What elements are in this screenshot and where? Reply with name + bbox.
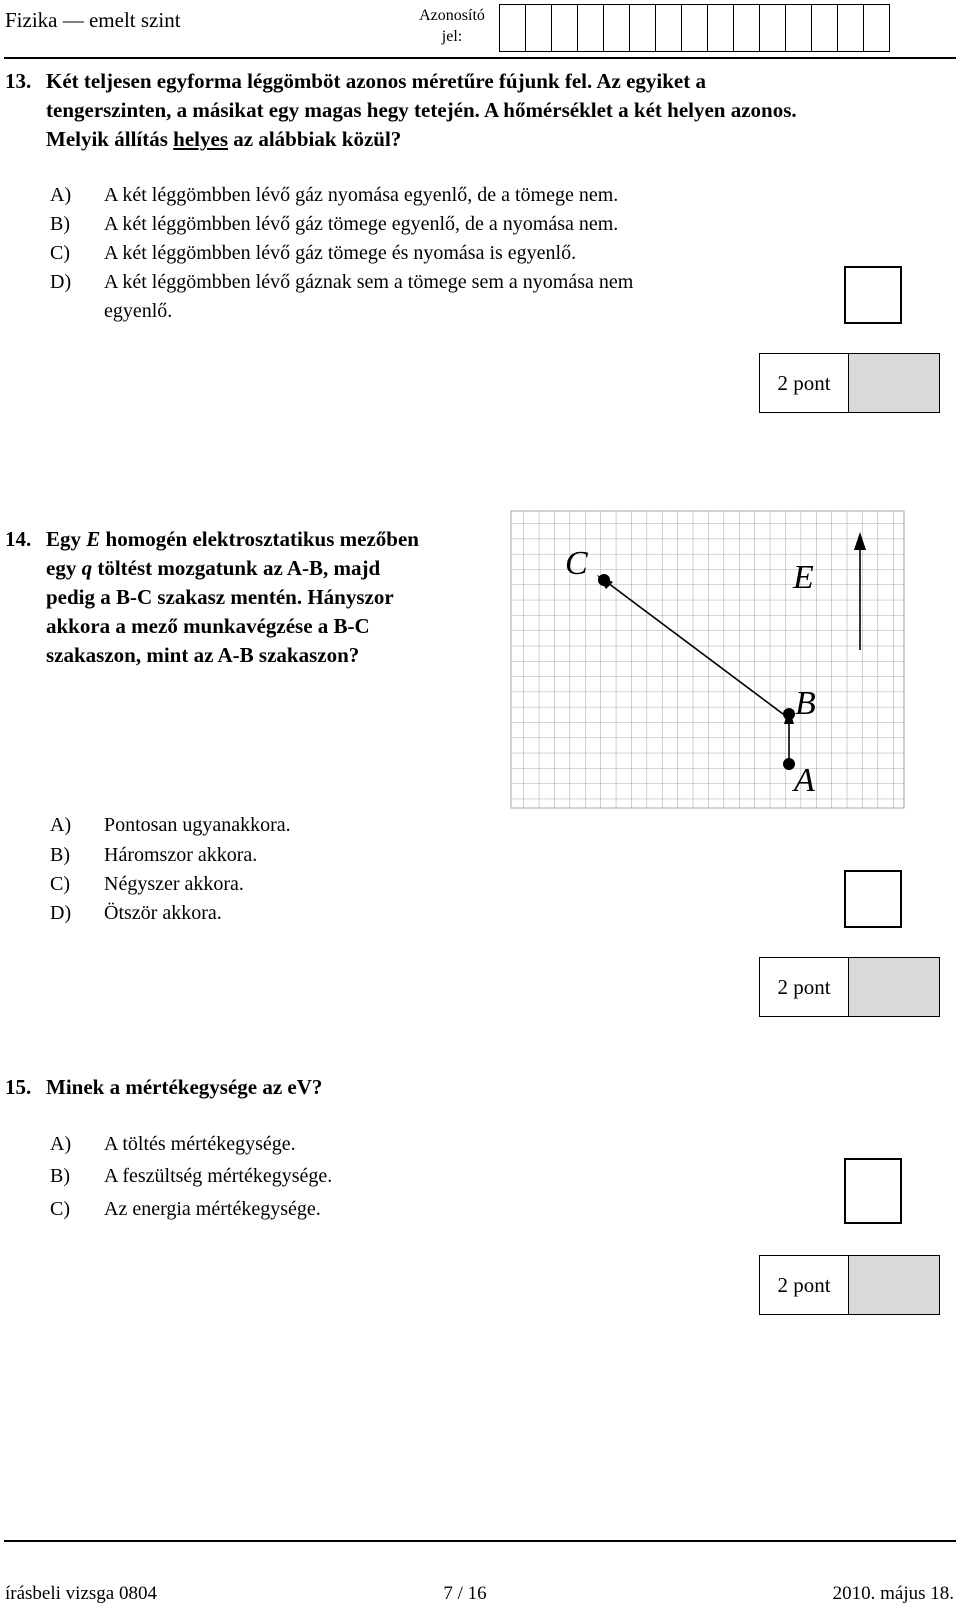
text-part: Egy: [46, 527, 87, 551]
q14-line1: [46, 524, 419, 555]
q14-answer-box[interactable]: [844, 870, 902, 928]
q13-line3-post: az alábbiak közül?: [228, 127, 402, 151]
option-letter: A): [50, 814, 72, 836]
option-text: Az energia mértékegysége.: [104, 1198, 321, 1220]
points-label: 2 pont: [760, 1256, 849, 1314]
id-box[interactable]: [786, 5, 812, 51]
q13-line1: Két teljesen egyforma léggömböt azonos méretűre fújunk fel. Az egyiket a: [46, 69, 706, 93]
id-box[interactable]: [656, 5, 682, 51]
id-label-line1: Azonosító: [419, 7, 485, 24]
q13-line2: tengerszinten, a másikat egy magas hegy tetején. A hőmérséklet a két helyen azonos.: [46, 98, 797, 122]
q14-option-d: [50, 898, 470, 928]
q15-option-b: [50, 1161, 650, 1191]
q15-number: 15.: [5, 1075, 32, 1099]
option-letter: C): [50, 242, 70, 264]
score-cell[interactable]: [849, 354, 939, 412]
score-cell[interactable]: [849, 958, 939, 1016]
id-label: [410, 5, 494, 47]
option-text: A két léggömbben lévő gáz tömege és nyomása is egyenlő.: [104, 242, 577, 264]
option-letter: C): [50, 873, 70, 895]
option-text: A töltés mértékegysége.: [104, 1133, 296, 1155]
option-text: A két léggömbben lévő gáz nyomása egyenlő, de a tömege nem.: [104, 184, 619, 206]
footer-exam-code: írásbeli vizsga 0804: [5, 1583, 157, 1604]
q14-line3: pedig a B-C szakasz mentén. Hányszor: [46, 585, 394, 609]
option-text: A feszültség mértékegysége.: [104, 1165, 333, 1187]
option-letter: D): [50, 902, 72, 924]
id-box[interactable]: [812, 5, 838, 51]
option-text: Négyszer akkora.: [104, 873, 244, 895]
q13-answer-box[interactable]: [844, 266, 902, 324]
option-letter: D): [50, 271, 72, 293]
option-letter: A): [50, 1133, 72, 1155]
label-c: C: [565, 545, 588, 582]
option-letter: B): [50, 1165, 70, 1187]
id-box[interactable]: [734, 5, 760, 51]
q13-line3: [46, 124, 401, 155]
q13-option-c: [50, 238, 770, 268]
id-box[interactable]: [864, 5, 890, 51]
q13-points-box: [759, 353, 940, 413]
q15-option-a: [50, 1129, 650, 1159]
q14-option-a: [50, 810, 470, 840]
id-box[interactable]: [552, 5, 578, 51]
id-box[interactable]: [708, 5, 734, 51]
label-a: A: [794, 762, 815, 799]
q13-line3-pre: Melyik állítás: [46, 127, 174, 151]
point-b: [783, 708, 795, 720]
id-box[interactable]: [604, 5, 630, 51]
id-box[interactable]: [526, 5, 552, 51]
footer-date: 2010. május 18.: [832, 1583, 954, 1604]
option-text: Pontosan ugyanakkora.: [104, 814, 291, 836]
option-letter: B): [50, 213, 70, 235]
q15-answer-box[interactable]: [844, 1158, 902, 1224]
q15-option-c: [50, 1194, 650, 1224]
option-letter: A): [50, 184, 72, 206]
score-cell[interactable]: [849, 1256, 939, 1314]
q14-option-c: [50, 869, 470, 899]
option-text: Ötször akkora.: [104, 902, 222, 924]
id-box[interactable]: [682, 5, 708, 51]
footer-page-number: 7 / 16: [443, 1583, 487, 1604]
text-part: töltést mozgatunk az A-B, majd: [92, 556, 381, 580]
q14-line5: szakaszon, mint az A-B szakaszon?: [46, 643, 360, 667]
id-entry-boxes[interactable]: [499, 4, 890, 52]
footer-divider: [4, 1540, 956, 1542]
exam-subject-title: Fizika — emelt szint: [5, 8, 181, 32]
q15-points-box: [759, 1255, 940, 1315]
q14-points-box: [759, 957, 940, 1017]
header-divider: [4, 57, 956, 59]
option-text: Háromszor akkora.: [104, 844, 258, 866]
option-letter: C): [50, 1198, 70, 1220]
q13-option-d: [50, 267, 770, 327]
q14-number: 14.: [5, 527, 32, 551]
q14-option-b: [50, 840, 470, 870]
id-box[interactable]: [838, 5, 864, 51]
field-symbol: E: [86, 527, 101, 551]
point-c: [598, 574, 610, 586]
text-part: egy: [46, 556, 82, 580]
label-e: E: [793, 559, 814, 596]
q13-line3-underlined: helyes: [173, 127, 228, 151]
points-label: 2 pont: [760, 958, 849, 1016]
option-letter: B): [50, 844, 70, 866]
id-label-line2: jel:: [441, 28, 463, 45]
q13-option-a: [50, 180, 770, 210]
q13-option-b: [50, 209, 770, 239]
q15-text: Minek a mértékegysége az eV?: [46, 1075, 323, 1099]
option-text: A két léggömbben lévő gáz tömege egyenlő, de a nyomása nem.: [104, 213, 619, 235]
option-text-continued: egyenlő.: [104, 300, 173, 322]
id-box[interactable]: [760, 5, 786, 51]
charge-symbol: q: [81, 556, 93, 580]
option-text: A két léggömbben lévő gáznak sem a tömege sem a nyomása nem: [104, 271, 634, 293]
q13-number: 13.: [5, 69, 32, 93]
id-box[interactable]: [500, 5, 526, 51]
id-box[interactable]: [578, 5, 604, 51]
text-part: homogén elektrosztatikus mezőben: [100, 527, 419, 551]
q14-line2: [46, 553, 380, 584]
points-label: 2 pont: [760, 354, 849, 412]
id-box[interactable]: [630, 5, 656, 51]
label-b: B: [795, 685, 816, 722]
field-diagram: [508, 508, 908, 813]
q14-line4: akkora a mező munkavégzése a B-C: [46, 614, 370, 638]
